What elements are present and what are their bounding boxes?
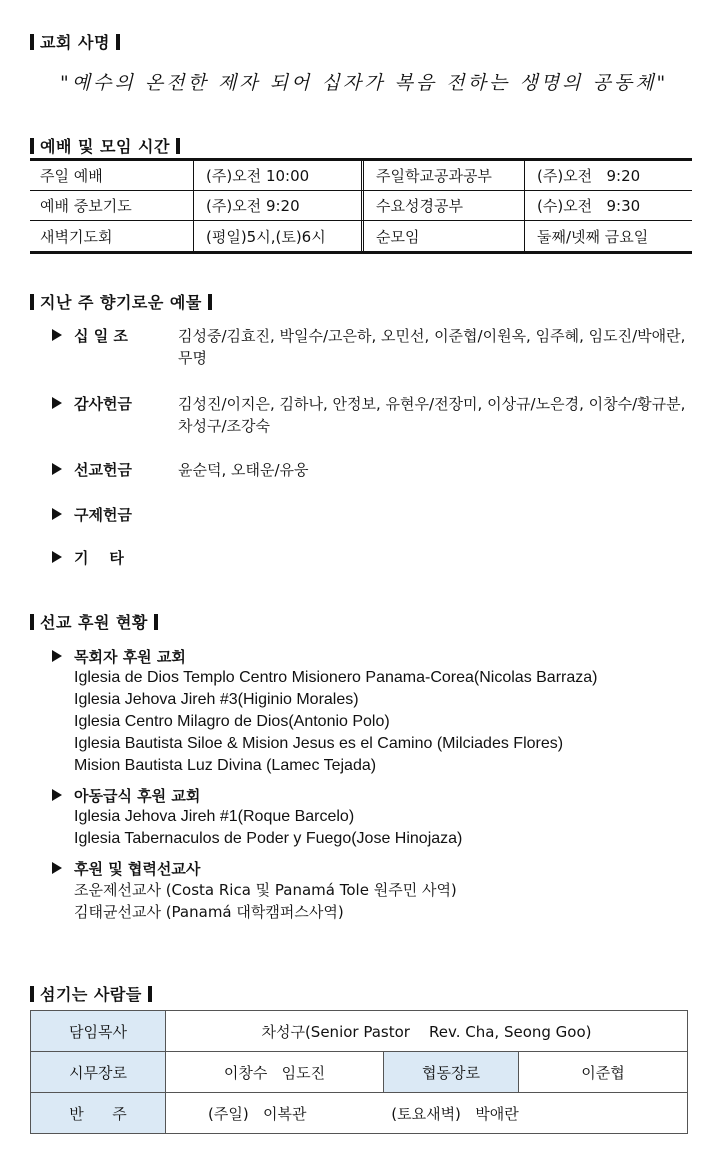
- support-church-list: [52, 806, 702, 850]
- support-group-pastors: [52, 646, 702, 777]
- offerings-title: 지난 주 향기로운 예물: [40, 293, 202, 312]
- section-title-servants: [30, 982, 152, 1005]
- bar-decoration: [30, 614, 34, 630]
- triangle-bullet-icon: [52, 329, 62, 341]
- table-row: [31, 1011, 688, 1052]
- list-item: Iglesia Jehova Jireh #1(Roque Barcelo): [74, 808, 355, 825]
- offering-label: 기 타: [74, 549, 124, 567]
- bar-decoration: [30, 986, 34, 1002]
- list-item: Iglesia Jehova Jireh #3(Higinio Morales): [74, 691, 359, 708]
- bar-decoration: [148, 986, 152, 1002]
- table-cell: (주)오전 10:00: [193, 161, 361, 190]
- bar-decoration: [176, 138, 180, 154]
- triangle-bullet-icon: [52, 789, 62, 801]
- table-row: [31, 1093, 688, 1134]
- table-row: [30, 221, 692, 251]
- table-cell: 주일 예배: [40, 167, 103, 185]
- coop-elder-label: 협동장로: [384, 1052, 519, 1093]
- elders-value: 이창수 임도진: [166, 1052, 384, 1093]
- coop-elder-value: 이준협: [519, 1052, 688, 1093]
- offering-names: [178, 547, 692, 568]
- table-cell: 수요성경공부: [361, 191, 524, 220]
- triangle-bullet-icon: [52, 397, 62, 409]
- support-church-list: [52, 667, 702, 777]
- list-item: 김태균선교사 (Panamá 대학캠퍼스사역): [74, 903, 344, 921]
- offering-label: 선교헌금: [74, 461, 132, 479]
- section-title-worship: [30, 134, 180, 157]
- offering-label: 구제헌금: [74, 506, 132, 524]
- table-cell: 주일학교공과공부: [361, 161, 524, 190]
- offering-item-other: [52, 547, 692, 568]
- support-group-head: 아동급식 후원 교회: [74, 787, 201, 805]
- table-cell: (평일)5시,(토)6시: [193, 221, 361, 251]
- section-title-offerings: [30, 290, 212, 313]
- triangle-bullet-icon: [52, 551, 62, 563]
- triangle-bullet-icon: [52, 463, 62, 475]
- table-row: [30, 161, 692, 191]
- servants-title: 섬기는 사람들: [40, 985, 142, 1004]
- offering-item-relief: [52, 504, 692, 525]
- mission-title: 교회 사명: [40, 33, 110, 52]
- offering-item-mission: [52, 459, 692, 481]
- offering-label: 십 일 조: [74, 327, 128, 345]
- bar-decoration: [116, 34, 120, 50]
- bar-decoration: [30, 34, 34, 50]
- table-cell: (주)오전 9:20: [524, 161, 692, 190]
- bar-decoration: [30, 294, 34, 310]
- offering-names: 김성중/김효진, 박일수/고은하, 오민선, 이준협/이원옥, 임주혜, 임도진/박애란, 무명: [178, 327, 686, 367]
- list-item: Iglesia Centro Milagro de Dios(Antonio Polo): [74, 713, 390, 730]
- table-row: [31, 1052, 688, 1093]
- missions-support-title: 선교 후원 현황: [40, 613, 148, 632]
- accompanist-value: [166, 1093, 688, 1134]
- table-cell: (수)오전 9:30: [524, 191, 692, 220]
- table-cell: 둘째/넷째 금요일: [524, 221, 692, 251]
- accompanist-label: 반 주: [31, 1093, 166, 1134]
- section-title-mission: [30, 30, 120, 53]
- elders-label: 시무장로: [31, 1052, 166, 1093]
- list-item: Mision Bautista Luz Divina (Lamec Tejada): [74, 757, 377, 774]
- support-group-head: 후원 및 협력선교사: [74, 860, 201, 878]
- accompanist-saturday: (토요새벽) 박애란: [391, 1104, 519, 1123]
- offering-names: [178, 504, 692, 525]
- list-item: Iglesia Tabernaculos de Poder y Fuego(Jose Hinojaza): [74, 830, 463, 847]
- church-motto: "예수의 온전한 제자 되어 십자가 복음 전하는 생명의 공동체": [60, 72, 669, 94]
- table-cell: 예배 중보기도: [40, 197, 132, 215]
- table-cell: (주)오전 9:20: [193, 191, 361, 220]
- accompanist-sunday: (주일) 이복관: [208, 1104, 307, 1123]
- list-item: 조운제선교사 (Costa Rica 및 Panamá Tole 원주민 사역): [74, 881, 457, 899]
- triangle-bullet-icon: [52, 650, 62, 662]
- servants-table: [30, 1010, 688, 1134]
- bar-decoration: [30, 138, 34, 154]
- triangle-bullet-icon: [52, 862, 62, 874]
- offering-label: 감사헌금: [74, 395, 132, 413]
- table-cell: 새벽기도회: [40, 227, 113, 246]
- offering-item-tithe: [52, 325, 692, 369]
- section-title-missions-support: [30, 610, 158, 633]
- worship-title: 예배 및 모임 시간: [40, 137, 170, 156]
- offering-names: 김성진/이지은, 김하나, 안정보, 유현우/전장미, 이상규/노은경, 이창수/황규분, 차성구/조강숙: [178, 395, 686, 435]
- senior-pastor-label: 담임목사: [31, 1011, 166, 1052]
- table-row: [30, 191, 692, 221]
- senior-pastor-value: 차성구(Senior Pastor Rev. Cha, Seong Goo): [166, 1011, 688, 1052]
- table-cell: 순모임: [361, 221, 524, 251]
- support-group-missionaries: [52, 858, 702, 923]
- bar-decoration: [208, 294, 212, 310]
- missionary-list: [52, 879, 702, 923]
- support-group-children-meal: [52, 785, 702, 850]
- support-group-head: 목회자 후원 교회: [74, 648, 186, 666]
- list-item: Iglesia Bautista Siloe & Mision Jesus es el Camino (Milciades Flores): [74, 735, 564, 752]
- triangle-bullet-icon: [52, 508, 62, 520]
- list-item: Iglesia de Dios Templo Centro Misionero Panama-Corea(Nicolas Barraza): [74, 669, 598, 686]
- bar-decoration: [154, 614, 158, 630]
- offering-item-thanks: [52, 393, 692, 437]
- offering-names: 윤순덕, 오태운/유웅: [178, 461, 309, 479]
- worship-schedule-table: [30, 158, 692, 254]
